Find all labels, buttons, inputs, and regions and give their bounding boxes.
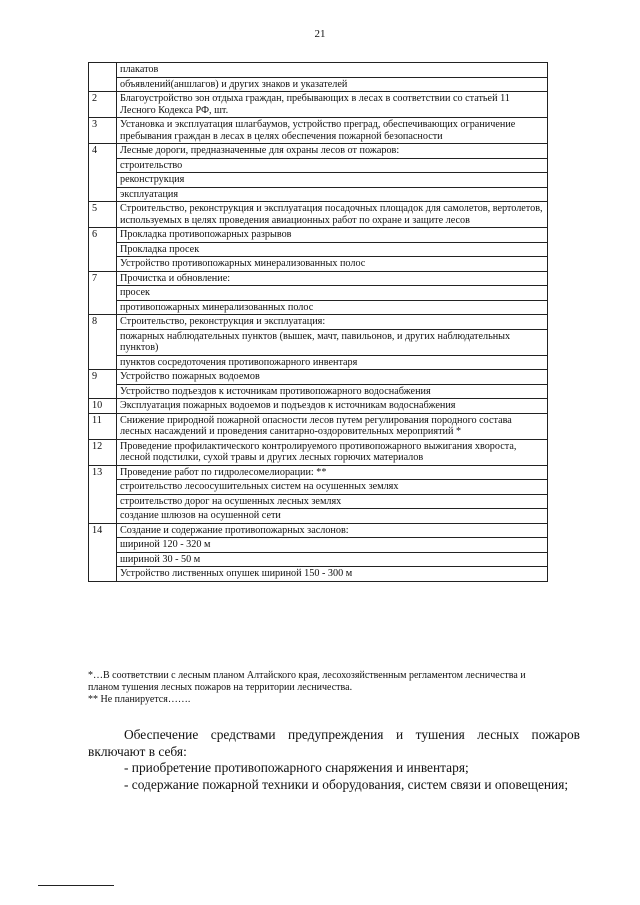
row-number-cell: 9 [89,370,117,399]
table-row [89,567,548,582]
measure-cell: Проведение работ по гидролесомелиорации: ** [117,465,548,480]
body-list-item-2: - содержание пожарной техники и оборудования, систем связи и оповещения; [124,776,569,792]
row-number-cell [89,63,117,92]
sub-measure-cell: шириной 120 - 320 м [117,538,548,553]
row-number-cell: 4 [89,144,117,202]
table-row [89,286,548,301]
sub-measure-cell: создание шлюзов на осушенной сети [117,509,548,524]
footnote-1: *…В соответствии с лесным планом Алтайского края, лесохозяйственным регламентом лесничества и планом тушения лесных пожаров на территории лесничества. [88,670,526,693]
row-number-cell: 13 [89,465,117,523]
sub-measure-cell: Устройство лиственных опушек шириной 150 - 300 м [117,567,548,582]
measures-table [88,62,548,582]
table-row [89,413,548,439]
row-number-cell: 10 [89,399,117,414]
row-number-cell: 2 [89,92,117,118]
table-row [89,242,548,257]
footnote-2: ** Не планируется……. [88,694,191,705]
table-row [89,271,548,286]
row-number-cell: 7 [89,271,117,315]
sub-measure-cell: объявлений(аншлагов) и других знаков и указателей [117,77,548,92]
measure-cell: Строительство, реконструкция и эксплуатация посадочных площадок для самолетов, вертолетов, используемых в целях проведения авиационных работ по охране и защите лесов [117,202,548,228]
table-row [89,300,548,315]
measure-cell: Проведение профилактического контролируемого противопожарного выжигания хвороста, лесной подстилки, сухой травы и других лесных горючих материалов [117,439,548,465]
measures-table-body [89,63,548,582]
sub-measure-cell: строительство лесоосушительных систем на осушенных землях [117,480,548,495]
table-row [89,399,548,414]
body-paragraph: Обеспечение средствами предупреждения и тушения лесных пожаров включают в себя: [88,727,580,759]
sub-measure-cell: шириной 30 - 50 м [117,552,548,567]
table-row [89,187,548,202]
measure-cell: Благоустройство зон отдыха граждан, пребывающих в лесах в соответствии со статьей 11 Лесного Кодекса РФ, шт. [117,92,548,118]
measure-cell: Эксплуатация пожарных водоемов и подъездов к источникам водоснабжения [117,399,548,414]
table-row [89,257,548,272]
row-number-cell: 11 [89,413,117,439]
table-row [89,370,548,385]
table-row [89,315,548,330]
table-row [89,523,548,538]
row-number-cell: 3 [89,118,117,144]
measure-cell: Прочистка и обновление: [117,271,548,286]
table-row [89,92,548,118]
table-row [89,538,548,553]
measure-cell: Устройство пожарных водоемов [117,370,548,385]
table-row [89,63,548,78]
sub-measure-cell: пожарных наблюдательных пунктов (вышек, мачт, павильонов, и других наблюдательных пунктов) [117,329,548,355]
table-row [89,494,548,509]
sub-measure-cell: строительство [117,158,548,173]
measure-cell: Создание и содержание противопожарных заслонов: [117,523,548,538]
table-row [89,552,548,567]
table-row [89,173,548,188]
row-number-cell: 12 [89,439,117,465]
measure-cell: Строительство, реконструкция и эксплуатация: [117,315,548,330]
row-number-cell: 6 [89,228,117,272]
table-row [89,158,548,173]
table-row [89,465,548,480]
sub-measure-cell: пунктов сосредоточения противопожарного инвентаря [117,355,548,370]
sub-measure-cell: Устройство противопожарных минерализованных полос [117,257,548,272]
sub-measure-cell: строительство дорог на осушенных лесных землях [117,494,548,509]
sub-measure-cell: реконструкция [117,173,548,188]
measure-cell: Снижение природной пожарной опасности лесов путем регулирования породного состава лесных насаждений и проведения санитарно-оздоровительных мероприятий * [117,413,548,439]
table-row [89,77,548,92]
table-row [89,144,548,159]
footnotes [88,670,558,706]
sub-measure-cell: эксплуатация [117,187,548,202]
row-number-cell: 5 [89,202,117,228]
sub-measure-cell: противопожарных минерализованных полос [117,300,548,315]
table-row [89,384,548,399]
measure-cell: плакатов [117,63,548,78]
sub-measure-cell: просек [117,286,548,301]
footer-divider [38,885,114,886]
measure-cell: Установка и эксплуатация шлагбаумов, устройство преград, обеспечивающих ограничение пребывания граждан в лесах в целях обеспечения пожарной безопасности [117,118,548,144]
measure-cell: Лесные дороги, предназначенные для охраны лесов от пожаров: [117,144,548,159]
measure-cell: Прокладка противопожарных разрывов [117,228,548,243]
table-row [89,202,548,228]
table-row [89,439,548,465]
table-row [89,228,548,243]
body-text [88,727,580,793]
row-number-cell: 14 [89,523,117,581]
table-row [89,509,548,524]
row-number-cell: 8 [89,315,117,370]
table-row [89,480,548,495]
body-list-item-1: - приобретение противопожарного снаряжения и инвентаря; [124,760,469,775]
page-number: 21 [314,28,326,40]
table-row [89,355,548,370]
table-row [89,329,548,355]
table-row [89,118,548,144]
sub-measure-cell: Прокладка просек [117,242,548,257]
sub-measure-cell: Устройство подъездов к источникам противопожарного водоснабжения [117,384,548,399]
